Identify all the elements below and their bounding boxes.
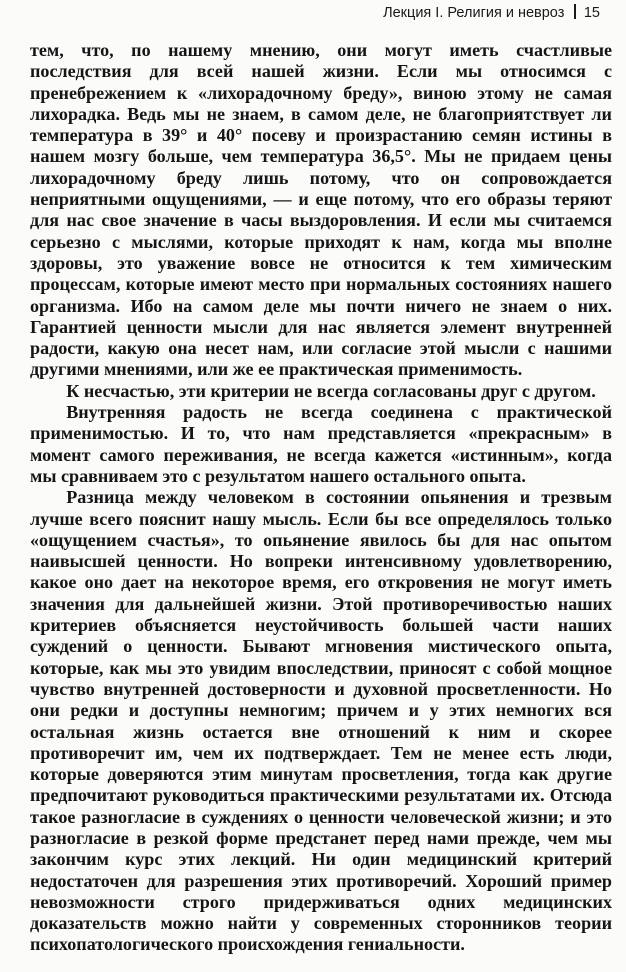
paragraph-3: Внутренняя радость не всегда соединена с практической применимостью. И то, что нам представляется «прекрасным» в момент самого переживания, не всегда кажется «истинным», когда мы сравниваем это с результатом нашего остального опыта. <box>30 402 612 486</box>
running-title: Лекция I. Религия и невроз <box>383 5 565 21</box>
running-header <box>383 4 600 21</box>
paragraph-4: Разница между человеком в состоянии опьянения и трезвым лучше всего пояснит нашу мысль. Если бы все определялось только «ощущением счастья», то опьянение явилось бы для нас опытом наивысшей ценности. Но вопреки интенсивному удовлетворению, какое оно дает на некоторое время, его откровения не могут иметь значения для дальнейшей жизни. Этой противоречивостью наших критериев объясняется неустойчивость большей части наших суждений о ценности. Бывают мгновения мистического опыта, которые, как мы это увидим впоследствии, приносят с собой мощное чувство внутренней достоверности и духовной просветленности. Но они редки и доступны немногим; причем и у этих немногих вся остальная жизнь остается вне отношений к ним и скорее противоречит им, чем их подтверждает. Тем не менее есть люди, которые доверяются этим минутам просветления, тогда как другие предпочитают руководиться практическими результатами их. Отсюда такое разногласие в суждениях о ценности человеческой жизни; и это разногласие в резкой форме предстанет перед нами прежде, чем мы закончим курс этих лекций. Ни один медицинский критерий недостаточен для разрешения этих противоречий. Хороший пример невозможности строго придерживаться одних медицинских доказательств можно найти у современных сторонников теории психопатологического происхождения гениальности. <box>30 487 612 955</box>
header-separator <box>574 4 576 19</box>
paragraph-1: тем, что, по нашему мнению, они могут иметь счастливые последствия для всей нашей жизни. Если мы относимся с пренебрежением к «лихорадочному бреду», виною этому не самая лихорадка. Ведь мы не знаем, в самом деле, не благоприятствует ли температура в 39° и 40° посеву и произрастанию семян истины в нашем мозгу больше, чем температура 36,5°. Мы не придаем цены лихорадочному бреду лишь потому, что он сопровождается неприятными ощущениями, — и еще потому, что его образы теряют для нас свое значение в часы выздоровления. И если мы считаемся серьезно с мыслями, которые приходят к нам, когда мы вполне здоровы, это уважение вовсе не относится к тем химическим процессам, которые имеют место при нормальных состояниях нашего организма. Ибо на самом деле мы почти ничего не знаем о них. Гарантией ценности мысли для нас является элемент внутренней радости, какую она несет нам, или согласие этой мысли с нашими другими мнениями, или же ее практическая применимость. <box>30 40 612 380</box>
page-number: 15 <box>583 5 600 21</box>
page-text <box>30 40 612 956</box>
paragraph-2: К несчастью, эти критерии не всегда согласованы друг с другом. <box>66 380 596 401</box>
